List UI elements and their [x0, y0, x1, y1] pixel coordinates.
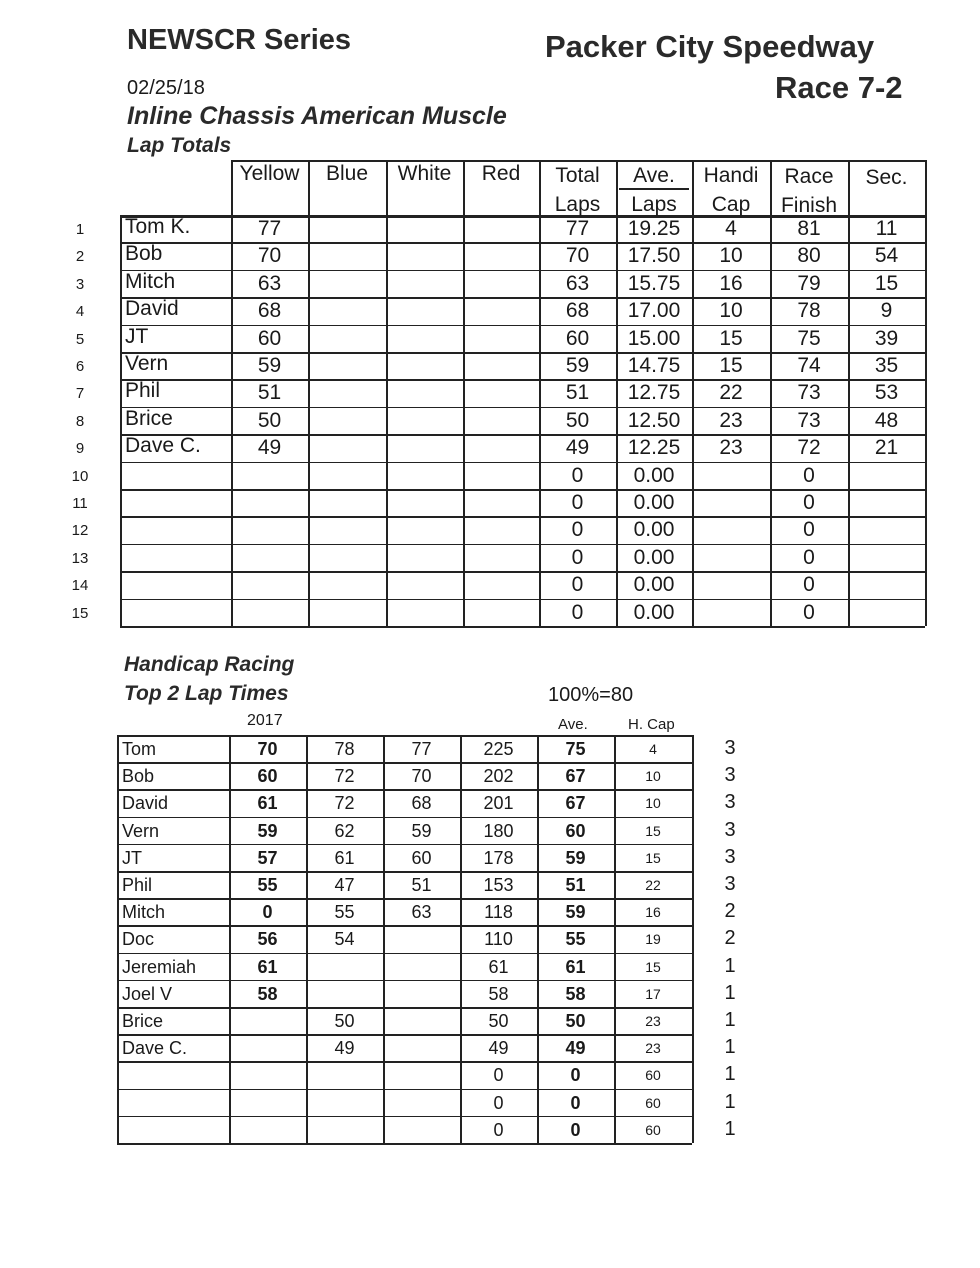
year-label: 2017 — [247, 712, 283, 729]
cell-finish: 75 — [797, 326, 821, 350]
ave-label: Ave. — [558, 716, 588, 733]
class-name: Inline Chassis American Muscle — [127, 102, 507, 130]
lap-totals-table — [120, 160, 925, 626]
cell-c3: 51 — [411, 875, 432, 895]
cell-finish: 0 — [803, 545, 815, 569]
cell-hcap: 15 — [645, 822, 661, 839]
cell-total: 50 — [565, 408, 590, 432]
cell-sec — [848, 571, 925, 598]
hcap-label: H. Cap — [628, 716, 675, 733]
cell-c2: 55 — [334, 902, 355, 923]
cell-sec — [848, 516, 925, 543]
cell-sum: 0 — [493, 1065, 504, 1086]
cell-c1: 0 — [262, 902, 273, 923]
cell-sec: 48 — [874, 408, 899, 432]
cell-c3: 63 — [411, 902, 432, 923]
series-title: NEWSCR Series — [127, 24, 352, 56]
cell-finish: 0 — [803, 573, 815, 597]
cell-sum: 153 — [483, 875, 514, 895]
cell-ave: 55 — [565, 929, 586, 950]
driver-name: Dave C. — [122, 1038, 188, 1059]
driver-name: Bob — [122, 766, 155, 787]
row-number: 9 — [75, 440, 85, 458]
cell-finish: 0 — [803, 491, 815, 514]
cell-c2 — [306, 1090, 383, 1117]
cell-finish: 74 — [797, 354, 821, 377]
table-rule — [120, 626, 925, 628]
row-number: 5 — [75, 330, 85, 348]
cell-ave: 59 — [565, 902, 586, 923]
cell-total: 0 — [571, 518, 584, 542]
cell-ave: 67 — [565, 793, 586, 814]
entry-count: 3 — [724, 818, 736, 841]
entry-count: 2 — [724, 927, 736, 950]
cell-c2: 78 — [334, 739, 355, 759]
cell-c1: 59 — [257, 820, 278, 841]
cell-ave: 17.50 — [627, 244, 681, 268]
cell-finish: 80 — [797, 244, 821, 268]
cell-ave: 0.00 — [633, 518, 675, 542]
table-rule — [308, 160, 310, 626]
cell-handi — [692, 599, 770, 626]
cell-sec: 54 — [874, 244, 899, 268]
driver-name — [120, 460, 231, 487]
cell-total: 77 — [565, 217, 590, 240]
cell-hcap: 60 — [645, 1121, 661, 1138]
cell-c1 — [229, 1035, 306, 1062]
cell-ave: 0 — [570, 1119, 581, 1140]
cell-c1 — [229, 1090, 306, 1117]
cell-c2: 72 — [334, 766, 355, 787]
row-number: 6 — [75, 358, 85, 375]
cell-c2: 47 — [334, 875, 355, 895]
cell-handi: 23 — [719, 436, 743, 460]
cell-total: 59 — [565, 354, 590, 377]
cell-handi: 4 — [725, 217, 737, 240]
row-number: 15 — [71, 604, 89, 622]
cell-total: 0 — [571, 573, 584, 597]
cell-total: 51 — [565, 381, 590, 405]
driver-name — [120, 514, 231, 541]
entry-count: 2 — [724, 900, 736, 923]
driver-name: David — [125, 297, 179, 321]
track-name: Packer City Speedway — [545, 29, 875, 64]
driver-name: Mitch — [122, 902, 166, 923]
cell-ave: 51 — [565, 875, 586, 895]
cell-sec: 53 — [874, 381, 899, 405]
row-number: 8 — [75, 412, 85, 430]
cell-ave: 59 — [565, 847, 586, 868]
cell-sum: 50 — [488, 1011, 509, 1031]
cell-handi — [692, 516, 770, 543]
cell-hcap: 19 — [645, 931, 661, 948]
cell-yellow — [231, 462, 308, 489]
driver-name: Doc — [122, 929, 155, 950]
cell-handi: 22 — [719, 381, 743, 405]
cell-ave: 49 — [565, 1038, 586, 1059]
col-header-sec: Sec. — [865, 166, 908, 189]
cell-yellow: 68 — [257, 299, 282, 323]
driver-name: Brice — [122, 1011, 164, 1031]
cell-sec: 21 — [874, 436, 899, 460]
cell-yellow — [231, 516, 308, 543]
cell-sum: 49 — [488, 1038, 509, 1059]
cell-c1: 70 — [257, 739, 278, 759]
cell-c3: 70 — [411, 766, 432, 787]
cell-c2: 62 — [334, 820, 355, 841]
driver-name: Bob — [125, 242, 163, 266]
cell-hcap: 17 — [645, 985, 661, 1002]
top-lap-times-heading: Top 2 Lap Times — [124, 682, 289, 705]
row-number: 12 — [71, 522, 89, 540]
driver-name — [120, 487, 231, 514]
race-number: Race 7-2 — [775, 70, 903, 105]
cell-ave: 0.00 — [633, 600, 675, 624]
row-number: 13 — [71, 549, 89, 567]
cell-c1: 61 — [257, 956, 278, 977]
cell-ave: 67 — [565, 766, 586, 787]
cell-total: 70 — [565, 244, 590, 268]
cell-total: 0 — [571, 491, 584, 514]
cell-c1 — [229, 1117, 306, 1144]
cell-sec — [848, 544, 925, 571]
cell-c1: 57 — [257, 847, 278, 868]
cell-sum: 201 — [483, 793, 514, 814]
cell-c2: 54 — [334, 929, 355, 950]
cell-sec: 39 — [874, 326, 899, 350]
col-header-race: Race — [784, 165, 834, 188]
driver-name: Brice — [125, 406, 173, 430]
cell-c2: 50 — [334, 1011, 355, 1031]
row-number: 4 — [75, 303, 85, 321]
cell-c1 — [229, 1062, 306, 1089]
entry-count: 3 — [724, 873, 736, 895]
col-header-total: Total — [555, 164, 600, 187]
cell-ave: 0.00 — [633, 545, 675, 569]
cell-ave: 61 — [565, 956, 586, 977]
cell-ave: 12.50 — [627, 408, 681, 432]
cell-yellow: 63 — [257, 271, 282, 295]
driver-name: David — [122, 793, 169, 814]
cell-yellow — [231, 571, 308, 598]
cell-finish: 0 — [803, 518, 815, 542]
cell-hcap: 60 — [645, 1094, 661, 1111]
entry-count: 1 — [724, 954, 736, 977]
entry-count: 3 — [724, 737, 736, 759]
table-rule — [463, 160, 465, 626]
entry-count: 1 — [724, 1063, 736, 1086]
cell-finish: 73 — [797, 381, 821, 405]
driver-name: Mitch — [125, 269, 176, 293]
driver-name: Tom K. — [125, 215, 191, 238]
percent-note: 100%=80 — [548, 684, 634, 706]
cell-c3: 59 — [411, 820, 432, 841]
cell-c3 — [383, 1035, 460, 1062]
cell-sum: 61 — [488, 956, 509, 977]
table-rule — [925, 160, 927, 626]
cell-handi — [692, 462, 770, 489]
driver-name: Vern — [125, 352, 169, 375]
cell-sum: 0 — [493, 1119, 504, 1140]
cell-finish: 0 — [803, 463, 815, 487]
cell-c3 — [383, 1090, 460, 1117]
cell-hcap: 15 — [645, 849, 661, 866]
cell-yellow: 60 — [257, 326, 282, 350]
cell-handi — [692, 489, 770, 516]
cell-c2 — [306, 954, 383, 981]
row-number: 14 — [71, 577, 89, 595]
cell-ave: 60 — [565, 820, 586, 841]
entry-count: 3 — [724, 845, 736, 868]
cell-yellow: 70 — [257, 244, 282, 268]
col-header-ave-laps: Laps — [631, 193, 677, 216]
cell-handi — [692, 571, 770, 598]
driver-name — [120, 597, 231, 624]
cell-ave: 0 — [570, 1092, 581, 1113]
cell-sum: 178 — [483, 847, 514, 868]
cell-ave: 12.25 — [627, 436, 681, 460]
cell-hcap: 22 — [645, 877, 661, 893]
cell-hcap: 23 — [645, 1013, 661, 1029]
cell-c3 — [383, 926, 460, 953]
cell-sum: 118 — [484, 902, 513, 923]
cell-yellow: 50 — [257, 408, 282, 432]
cell-c1: 58 — [257, 983, 278, 1004]
cell-c1 — [229, 1008, 306, 1035]
cell-sum: 0 — [493, 1092, 504, 1113]
cell-finish: 78 — [797, 299, 821, 323]
cell-yellow: 51 — [257, 381, 282, 405]
entry-count: 1 — [724, 1009, 736, 1031]
cell-ave: 15.75 — [627, 271, 681, 295]
driver-name — [120, 542, 231, 569]
handicap-heading: Handicap Racing — [124, 653, 295, 676]
cell-finish: 79 — [797, 271, 821, 295]
col-header-yellow: Yellow — [239, 162, 300, 185]
table-rule — [692, 735, 694, 1143]
cell-total: 68 — [565, 299, 590, 323]
cell-c2: 72 — [334, 793, 355, 814]
col-header-handi: Handi — [703, 164, 759, 187]
col-header-cap: Cap — [711, 193, 751, 216]
cell-sum: 110 — [484, 929, 513, 950]
col-header-red: Red — [481, 162, 521, 185]
cell-hcap: 4 — [649, 741, 657, 757]
cell-c2: 49 — [334, 1038, 355, 1059]
cell-sum: 58 — [488, 983, 509, 1004]
race-date: 02/25/18 — [127, 77, 205, 99]
entry-count: 1 — [724, 1036, 736, 1059]
row-number: 11 — [72, 495, 88, 512]
table-rule — [386, 160, 388, 626]
driver-name: Joel V — [122, 983, 173, 1004]
entry-count: 1 — [724, 1117, 736, 1140]
cell-c3: 77 — [411, 739, 432, 759]
cell-ave: 17.00 — [627, 299, 681, 323]
cell-c2 — [306, 1117, 383, 1144]
cell-sec: 35 — [874, 354, 899, 377]
cell-handi: 23 — [719, 408, 743, 432]
cell-c3 — [383, 981, 460, 1008]
row-number: 10 — [71, 467, 89, 485]
cell-ave: 75 — [565, 739, 586, 759]
col-header-finish: Finish — [780, 194, 838, 217]
cell-c3 — [383, 1008, 460, 1035]
cell-ave: 58 — [565, 983, 586, 1004]
driver-name: Phil — [125, 379, 161, 403]
driver-name: Dave C. — [125, 434, 201, 458]
cell-finish: 72 — [797, 436, 821, 460]
cell-yellow: 77 — [257, 217, 282, 240]
cell-handi: 15 — [719, 326, 743, 350]
cell-sum: 202 — [483, 766, 514, 787]
cell-sec — [848, 489, 925, 516]
cell-ave: 12.75 — [627, 381, 681, 405]
cell-hcap: 23 — [645, 1040, 661, 1057]
cell-handi — [692, 544, 770, 571]
cell-total: 49 — [565, 436, 590, 460]
cell-ave: 0.00 — [633, 573, 675, 597]
cell-ave: 0.00 — [633, 491, 675, 514]
driver-name: JT — [122, 847, 142, 868]
cell-hcap: 60 — [645, 1067, 661, 1084]
cell-ave: 0.00 — [633, 463, 675, 487]
cell-handi: 16 — [719, 271, 743, 295]
driver-name: Jeremiah — [122, 956, 197, 977]
cell-yellow — [231, 599, 308, 626]
cell-total: 0 — [571, 600, 584, 624]
entry-count: 1 — [724, 981, 736, 1004]
cell-c2 — [306, 1062, 383, 1089]
cell-sec: 15 — [874, 271, 899, 295]
cell-sum: 180 — [483, 820, 514, 841]
cell-hcap: 10 — [645, 795, 661, 812]
driver-name — [120, 569, 231, 596]
cell-c3 — [383, 1062, 460, 1089]
cell-total: 60 — [565, 326, 590, 350]
cell-c2 — [306, 981, 383, 1008]
entry-count: 3 — [724, 764, 736, 787]
cell-finish: 0 — [803, 600, 815, 624]
entry-count: 3 — [724, 791, 736, 814]
handicap-table — [117, 735, 692, 1142]
cell-hcap: 16 — [645, 904, 661, 921]
cell-sum: 225 — [483, 739, 514, 759]
row-number: 1 — [75, 221, 85, 238]
row-number: 2 — [75, 248, 85, 266]
cell-total: 0 — [571, 545, 584, 569]
cell-sec: 11 — [875, 217, 898, 240]
col-header-ave: Ave. — [633, 164, 675, 187]
driver-name: Tom — [122, 739, 157, 759]
cell-handi: 10 — [719, 244, 743, 268]
cell-sec: 9 — [880, 299, 893, 323]
cell-c1: 55 — [257, 875, 278, 895]
cell-ave: 14.75 — [627, 354, 681, 377]
col-header-white: White — [397, 162, 452, 185]
cell-hcap: 10 — [645, 768, 661, 785]
col-header-total-laps: Laps — [554, 193, 601, 216]
lap-totals-heading: Lap Totals — [127, 134, 232, 157]
driver-name: Vern — [122, 820, 160, 841]
cell-c1: 61 — [257, 793, 278, 814]
cell-c3 — [383, 1117, 460, 1144]
cell-finish: 81 — [797, 217, 821, 240]
cell-yellow: 49 — [257, 436, 282, 460]
cell-yellow — [231, 489, 308, 516]
cell-sec — [848, 599, 925, 626]
entry-count: 1 — [724, 1090, 736, 1113]
cell-yellow — [231, 544, 308, 571]
row-number: 7 — [75, 385, 85, 403]
driver-name: Phil — [122, 875, 153, 895]
cell-c3 — [383, 954, 460, 981]
cell-total: 63 — [565, 271, 590, 295]
cell-ave: 15.00 — [627, 326, 681, 350]
cell-total: 0 — [571, 463, 584, 487]
driver-name: JT — [125, 324, 149, 348]
cell-hcap: 15 — [645, 958, 661, 975]
driver-name — [117, 1062, 229, 1089]
cell-ave: 50 — [565, 1011, 586, 1031]
cell-c1: 56 — [257, 929, 278, 950]
cell-c3: 68 — [411, 793, 432, 814]
driver-name — [117, 1117, 229, 1144]
cell-ave: 19.25 — [627, 217, 681, 240]
row-number: 3 — [75, 275, 85, 293]
cell-c2: 61 — [334, 847, 355, 868]
cell-c1: 60 — [257, 766, 278, 787]
cell-ave: 0 — [570, 1065, 581, 1086]
cell-handi: 15 — [719, 354, 743, 377]
driver-name — [117, 1090, 229, 1117]
cell-c3: 60 — [411, 847, 432, 868]
cell-finish: 73 — [797, 408, 821, 432]
cell-handi: 10 — [719, 299, 743, 323]
cell-sec — [848, 462, 925, 489]
col-header-blue: Blue — [325, 162, 369, 185]
cell-yellow: 59 — [257, 354, 282, 377]
